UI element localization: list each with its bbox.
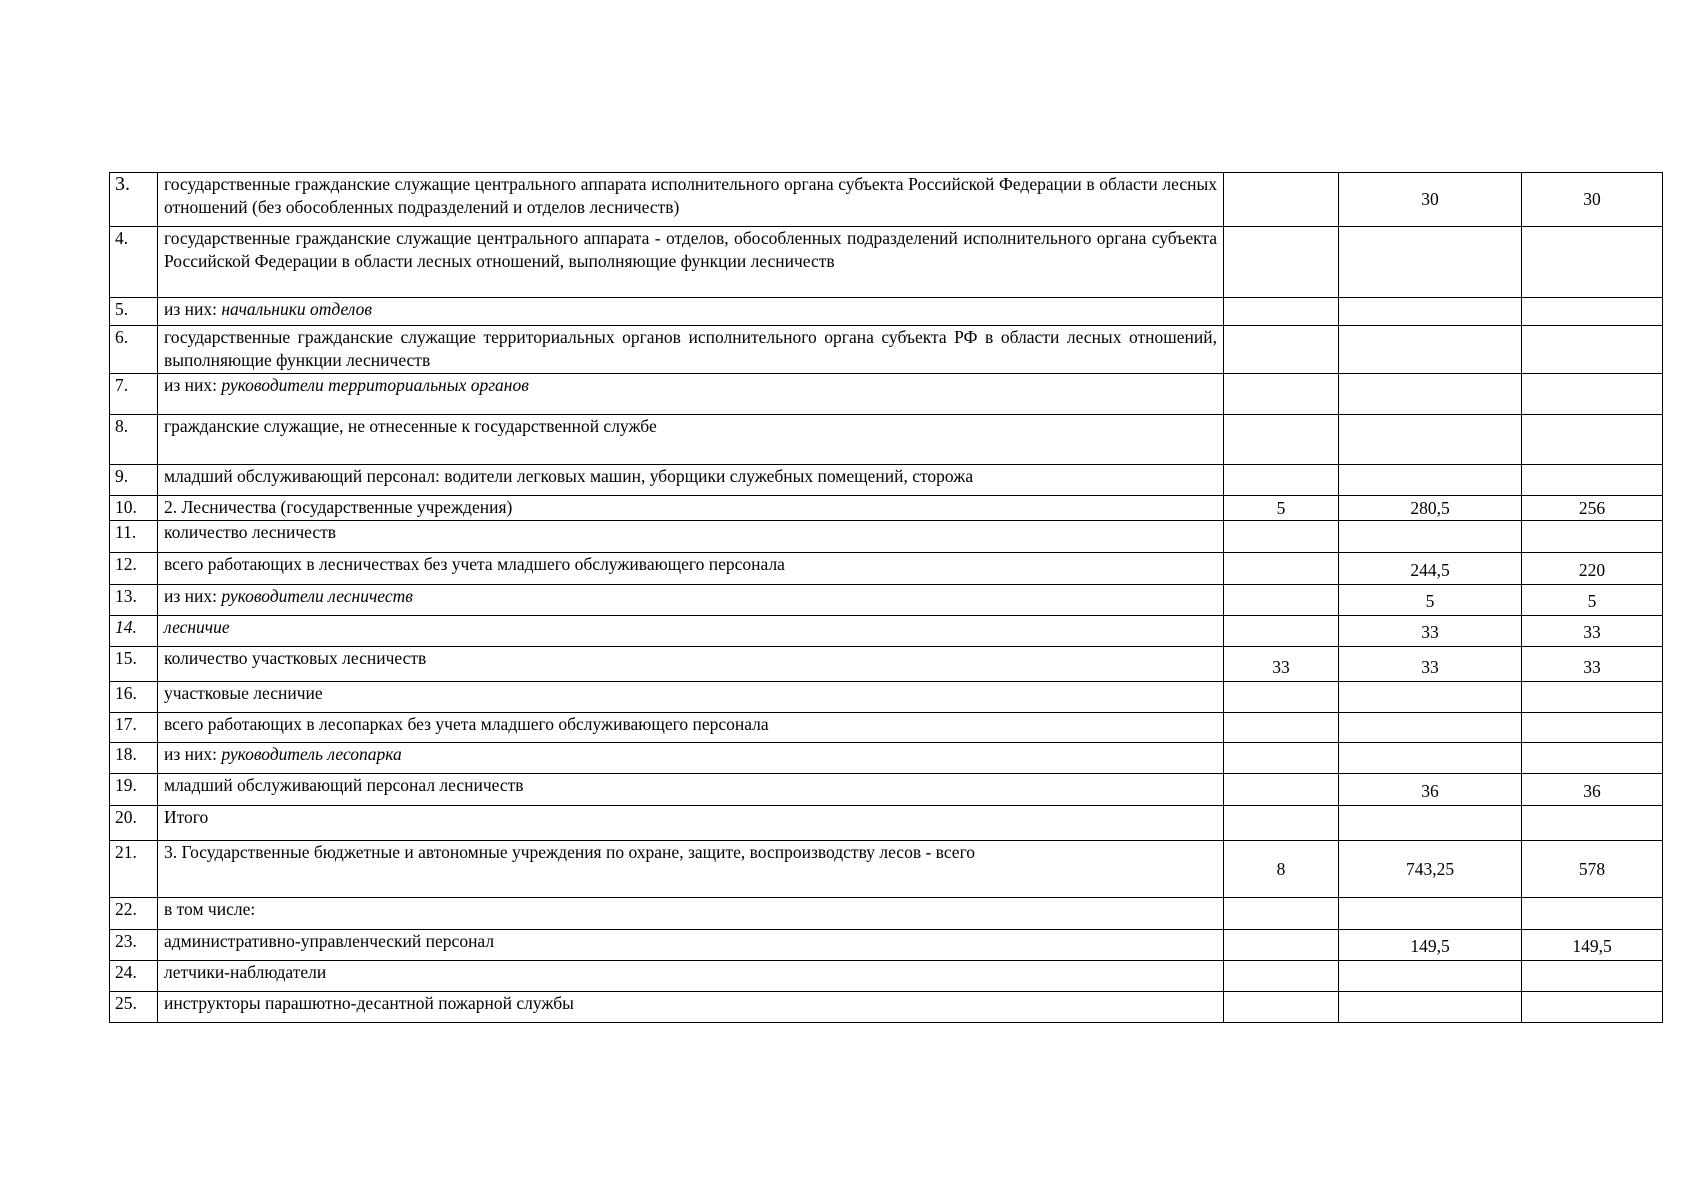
row-text: гражданские служащие, не отнесенные к государственной службе: [164, 416, 657, 436]
table-row: [110, 374, 1663, 415]
table-row: [110, 585, 1663, 616]
row-description: [158, 415, 1224, 465]
table-row: [110, 173, 1663, 227]
row-description: [158, 465, 1224, 496]
row-italic-text: лесничие: [164, 617, 230, 637]
row-value-1: [1224, 806, 1339, 841]
table-row: [110, 713, 1663, 743]
row-value-3: [1522, 326, 1663, 374]
row-text: Итого: [164, 807, 209, 827]
row-number: 5.: [110, 298, 158, 326]
table-row: [110, 743, 1663, 774]
row-value-1: [1224, 553, 1339, 585]
row-value-1: [1224, 585, 1339, 616]
row-value-3: [1522, 298, 1663, 326]
row-number: 4.: [110, 227, 158, 298]
row-value-3: [1522, 465, 1663, 496]
row-number: 8.: [110, 415, 158, 465]
row-number: 6.: [110, 326, 158, 374]
row-text: 2. Лесничества (государственные учреждения): [164, 497, 513, 517]
row-text: участковые лесничие: [164, 683, 323, 703]
row-description: [158, 992, 1224, 1023]
table-row: [110, 806, 1663, 841]
row-value-3: [1522, 992, 1663, 1023]
table-row: [110, 961, 1663, 992]
row-value-1: [1224, 374, 1339, 415]
row-text: количество участковых лесничеств: [164, 648, 427, 668]
row-description: [158, 496, 1224, 521]
table-row: [110, 227, 1663, 298]
row-value-2: 5: [1339, 585, 1522, 616]
row-value-2: [1339, 713, 1522, 743]
row-value-1: [1224, 961, 1339, 992]
row-number: 9.: [110, 465, 158, 496]
row-description: [158, 682, 1224, 713]
row-value-1: [1224, 326, 1339, 374]
row-description: [158, 326, 1224, 374]
row-value-3: 149,5: [1522, 930, 1663, 961]
row-number: 19.: [110, 774, 158, 806]
row-value-1: [1224, 713, 1339, 743]
row-value-1: [1224, 521, 1339, 553]
row-description: [158, 374, 1224, 415]
row-number: 17.: [110, 713, 158, 743]
row-number: 20.: [110, 806, 158, 841]
table-row: [110, 930, 1663, 961]
row-value-3: [1522, 898, 1663, 930]
row-italic-text: руководители территориальных органов: [221, 375, 529, 395]
row-text: летчики-наблюдатели: [164, 962, 327, 982]
row-value-1: [1224, 173, 1339, 227]
row-number: 15.: [110, 647, 158, 682]
row-value-1: [1224, 465, 1339, 496]
row-value-1: [1224, 774, 1339, 806]
row-text: 3. Государственные бюджетные и автономные учреждения по охране, защите, воспроизводству лесов - всего: [164, 842, 976, 862]
row-value-2: [1339, 227, 1522, 298]
row-value-1: [1224, 743, 1339, 774]
row-description: [158, 553, 1224, 585]
row-value-1: [1224, 992, 1339, 1023]
row-value-3: 33: [1522, 616, 1663, 647]
staffing-table: [109, 172, 1663, 1023]
row-value-2: [1339, 521, 1522, 553]
row-value-1: [1224, 616, 1339, 647]
row-value-1: 8: [1224, 841, 1339, 898]
row-text: государственные гражданские служащие территориальных органов исполнительного органа субъекта РФ в области лесных отношений, выполняющие функции лесничеств: [164, 327, 1217, 370]
row-value-3: [1522, 682, 1663, 713]
row-text: младший обслуживающий персонал лесничеств: [164, 775, 524, 795]
row-value-2: 280,5: [1339, 496, 1522, 521]
row-italic-text: руководитель лесопарка: [221, 744, 402, 764]
row-number: 18.: [110, 743, 158, 774]
row-value-3: 578: [1522, 841, 1663, 898]
row-description: [158, 616, 1224, 647]
table-row: [110, 647, 1663, 682]
row-value-2: [1339, 898, 1522, 930]
row-italic-text: начальники отделов: [221, 299, 372, 319]
row-prefix: из них:: [164, 586, 222, 606]
row-description: [158, 173, 1224, 227]
row-text: административно-управленческий персонал: [164, 931, 495, 951]
table-row: [110, 616, 1663, 647]
row-value-3: [1522, 521, 1663, 553]
row-value-3: 36: [1522, 774, 1663, 806]
row-text: всего работающих в лесопарках без учета младшего обслуживающего персонала: [164, 714, 769, 734]
row-value-1: [1224, 930, 1339, 961]
row-description: [158, 647, 1224, 682]
row-value-2: [1339, 992, 1522, 1023]
row-description: [158, 227, 1224, 298]
row-text: государственные гражданские служащие центрального аппарата исполнительного органа субъекта Российской Федерации в области лесных отношений (без обособленных подразделений и отделов лесничеств): [164, 174, 1217, 217]
row-value-1: [1224, 298, 1339, 326]
table-row: [110, 298, 1663, 326]
row-value-3: [1522, 713, 1663, 743]
row-description: [158, 898, 1224, 930]
row-value-3: 5: [1522, 585, 1663, 616]
row-description: [158, 713, 1224, 743]
row-value-2: 36: [1339, 774, 1522, 806]
row-value-2: [1339, 682, 1522, 713]
row-value-1: 33: [1224, 647, 1339, 682]
row-text: инструкторы парашютно-десантной пожарной службы: [164, 993, 574, 1013]
table-row: [110, 465, 1663, 496]
row-italic-text: руководители лесничеств: [221, 586, 413, 606]
row-number: 24.: [110, 961, 158, 992]
row-value-1: [1224, 415, 1339, 465]
row-value-2: [1339, 415, 1522, 465]
row-value-3: [1522, 415, 1663, 465]
row-number: 22.: [110, 898, 158, 930]
row-value-2: [1339, 326, 1522, 374]
row-value-2: 149,5: [1339, 930, 1522, 961]
row-description: [158, 930, 1224, 961]
table-row: [110, 841, 1663, 898]
row-value-3: 33: [1522, 647, 1663, 682]
row-number: 12.: [110, 553, 158, 585]
row-value-3: [1522, 806, 1663, 841]
row-prefix: из них:: [164, 299, 222, 319]
row-value-1: [1224, 682, 1339, 713]
table-row: [110, 326, 1663, 374]
row-description: [158, 743, 1224, 774]
table-row: [110, 898, 1663, 930]
row-number: 3.: [110, 173, 158, 227]
table-row: [110, 682, 1663, 713]
row-description: [158, 961, 1224, 992]
table-row: [110, 521, 1663, 553]
row-number: 13.: [110, 585, 158, 616]
row-value-2: 33: [1339, 616, 1522, 647]
row-number: 25.: [110, 992, 158, 1023]
row-value-2: [1339, 465, 1522, 496]
row-description: [158, 841, 1224, 898]
table-row: [110, 415, 1663, 465]
row-value-3: [1522, 227, 1663, 298]
row-value-1: [1224, 898, 1339, 930]
row-text: количество лесничеств: [164, 522, 337, 542]
row-prefix: из них:: [164, 744, 222, 764]
row-value-3: 256: [1522, 496, 1663, 521]
row-value-3: 220: [1522, 553, 1663, 585]
row-number: 7.: [110, 374, 158, 415]
row-value-3: [1522, 374, 1663, 415]
row-value-2: 743,25: [1339, 841, 1522, 898]
row-text: в том числе:: [164, 899, 256, 919]
row-value-3: [1522, 961, 1663, 992]
row-number: 11.: [110, 521, 158, 553]
row-description: [158, 774, 1224, 806]
row-value-2: 33: [1339, 647, 1522, 682]
row-value-2: [1339, 298, 1522, 326]
row-description: [158, 298, 1224, 326]
row-value-2: [1339, 961, 1522, 992]
row-value-3: [1522, 743, 1663, 774]
row-number: 16.: [110, 682, 158, 713]
row-number: 14.: [110, 616, 158, 647]
row-number: 21.: [110, 841, 158, 898]
row-description: [158, 806, 1224, 841]
table-row: [110, 496, 1663, 521]
table-row: [110, 774, 1663, 806]
row-value-1: 5: [1224, 496, 1339, 521]
row-value-2: [1339, 743, 1522, 774]
row-value-2: 30: [1339, 173, 1522, 227]
table-row: [110, 553, 1663, 585]
row-text: младший обслуживающий персонал: водители легковых машин, уборщики служебных помещений, сторожа: [164, 466, 974, 486]
table-row: [110, 992, 1663, 1023]
row-description: [158, 585, 1224, 616]
row-description: [158, 521, 1224, 553]
row-prefix: из них:: [164, 375, 222, 395]
row-number: 23.: [110, 930, 158, 961]
row-value-2: [1339, 374, 1522, 415]
row-value-3: 30: [1522, 173, 1663, 227]
row-value-2: [1339, 806, 1522, 841]
row-number: 10.: [110, 496, 158, 521]
row-value-2: 244,5: [1339, 553, 1522, 585]
row-value-1: [1224, 227, 1339, 298]
row-text: всего работающих в лесничествах без учета младшего обслуживающего персонала: [164, 554, 785, 574]
row-text: государственные гражданские служащие центрального аппарата - отделов, обособленных подразделений исполнительного органа субъекта Российской Федерации в области лесных отношений, выполняющие функции лесничеств: [164, 228, 1217, 271]
